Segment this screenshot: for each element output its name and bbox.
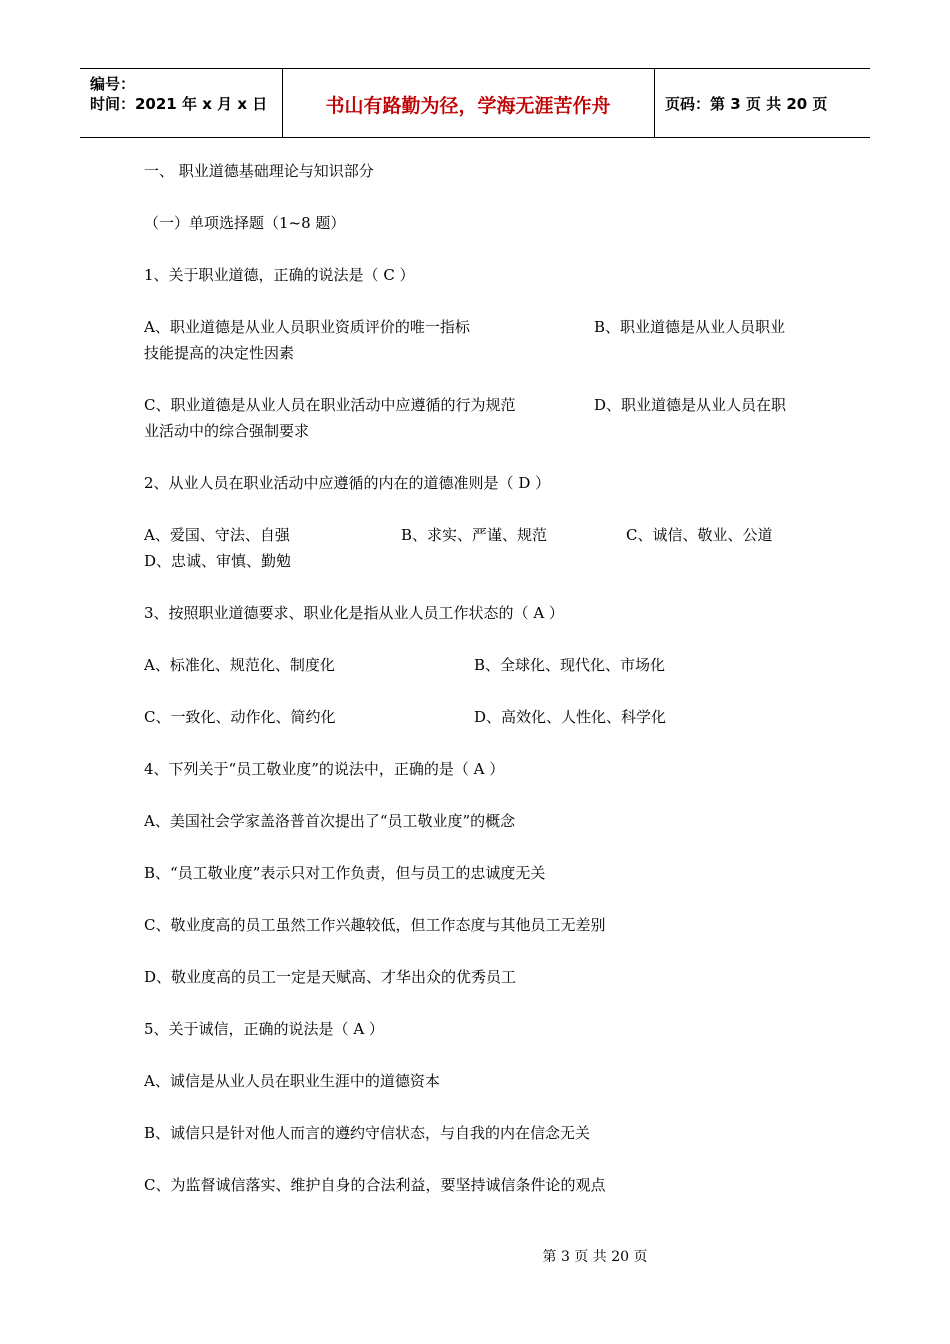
- number-label: 编号：: [90, 75, 136, 93]
- option-a: A、美国社会学家盖洛普首次提出了“员工敬业度”的概念: [144, 812, 516, 830]
- header-meta-cell: [80, 69, 283, 137]
- option-b: B、诚信只是针对他人而言的遵约守信状态，与自我的内在信念无关: [144, 1124, 591, 1142]
- option-c: C、诚信、敬业、公道: [626, 526, 773, 544]
- option-b: B、求实、严谨、规范: [401, 526, 548, 544]
- motto: 书山有路勤为径，学海无涯苦作舟: [325, 95, 611, 117]
- page-info: 页码：第 3 页 共 20 页: [665, 95, 828, 113]
- option-d-continued: 业活动中的综合强制要求: [144, 422, 310, 440]
- footer-page-number: 第 3 页 共 20 页: [542, 1249, 648, 1265]
- option-b: B、全球化、现代化、市场化: [474, 656, 666, 674]
- question-options: [144, 704, 810, 730]
- header-page-cell: [655, 69, 870, 137]
- option-a: A、诚信是从业人员在职业生涯中的道德资本: [144, 1072, 440, 1090]
- option-b: B、职业道德是从业人员职业: [594, 318, 786, 336]
- header-motto-cell: [282, 69, 655, 137]
- question-stem: 2、从业人员在职业活动中应遵循的内在的道德准则是（ D ）: [144, 474, 551, 492]
- subsection-title: （一）单项选择题（1~8 题）: [144, 214, 346, 232]
- question-stem: 4、下列关于“员工敬业度”的说法中，正确的是（ A ）: [144, 760, 505, 778]
- section-title: 一、 职业道德基础理论与知识部分: [144, 162, 374, 180]
- option-a: A、爱国、守法、自强: [144, 526, 290, 544]
- option-d: D、高效化、人性化、科学化: [474, 708, 667, 726]
- option-b: B、“员工敬业度”表示只对工作负责，但与员工的忠诚度无关: [144, 864, 546, 882]
- question-options: [144, 314, 810, 366]
- option-c: C、职业道德是从业人员在职业活动中应遵循的行为规范: [144, 396, 516, 414]
- option-c: C、敬业度高的员工虽然工作兴趣较低，但工作态度与其他员工无差别: [144, 916, 606, 934]
- question-stem: 5、关于诚信，正确的说法是（ A ）: [144, 1020, 384, 1038]
- question-options: [144, 392, 810, 444]
- question-stem: 3、按照职业道德要求、职业化是指从业人员工作状态的（ A ）: [144, 604, 564, 622]
- option-d: D、忠诚、审慎、勤勉: [144, 552, 292, 570]
- option-a: A、标准化、规范化、制度化: [144, 656, 335, 674]
- option-d: D、敬业度高的员工一定是天赋高、才华出众的优秀员工: [144, 968, 517, 986]
- option-c: C、为监督诚信落实、维护自身的合法利益，要坚持诚信条件论的观点: [144, 1176, 606, 1194]
- option-a: A、职业道德是从业人员职业资质评价的唯一指标: [144, 318, 470, 336]
- question-options: [144, 652, 810, 678]
- question-stem: 1、关于职业道德，正确的说法是（ C ）: [144, 266, 415, 284]
- question-options: [144, 522, 810, 574]
- document-body: [144, 158, 810, 1224]
- option-b-continued: 技能提高的决定性因素: [144, 344, 295, 362]
- option-d: D、职业道德是从业人员在职: [594, 396, 787, 414]
- time-label: 时间：2021 年 x 月 x 日: [90, 95, 268, 113]
- page-header: [80, 68, 870, 138]
- page-footer: [0, 1246, 950, 1266]
- option-c: C、一致化、动作化、简约化: [144, 708, 336, 726]
